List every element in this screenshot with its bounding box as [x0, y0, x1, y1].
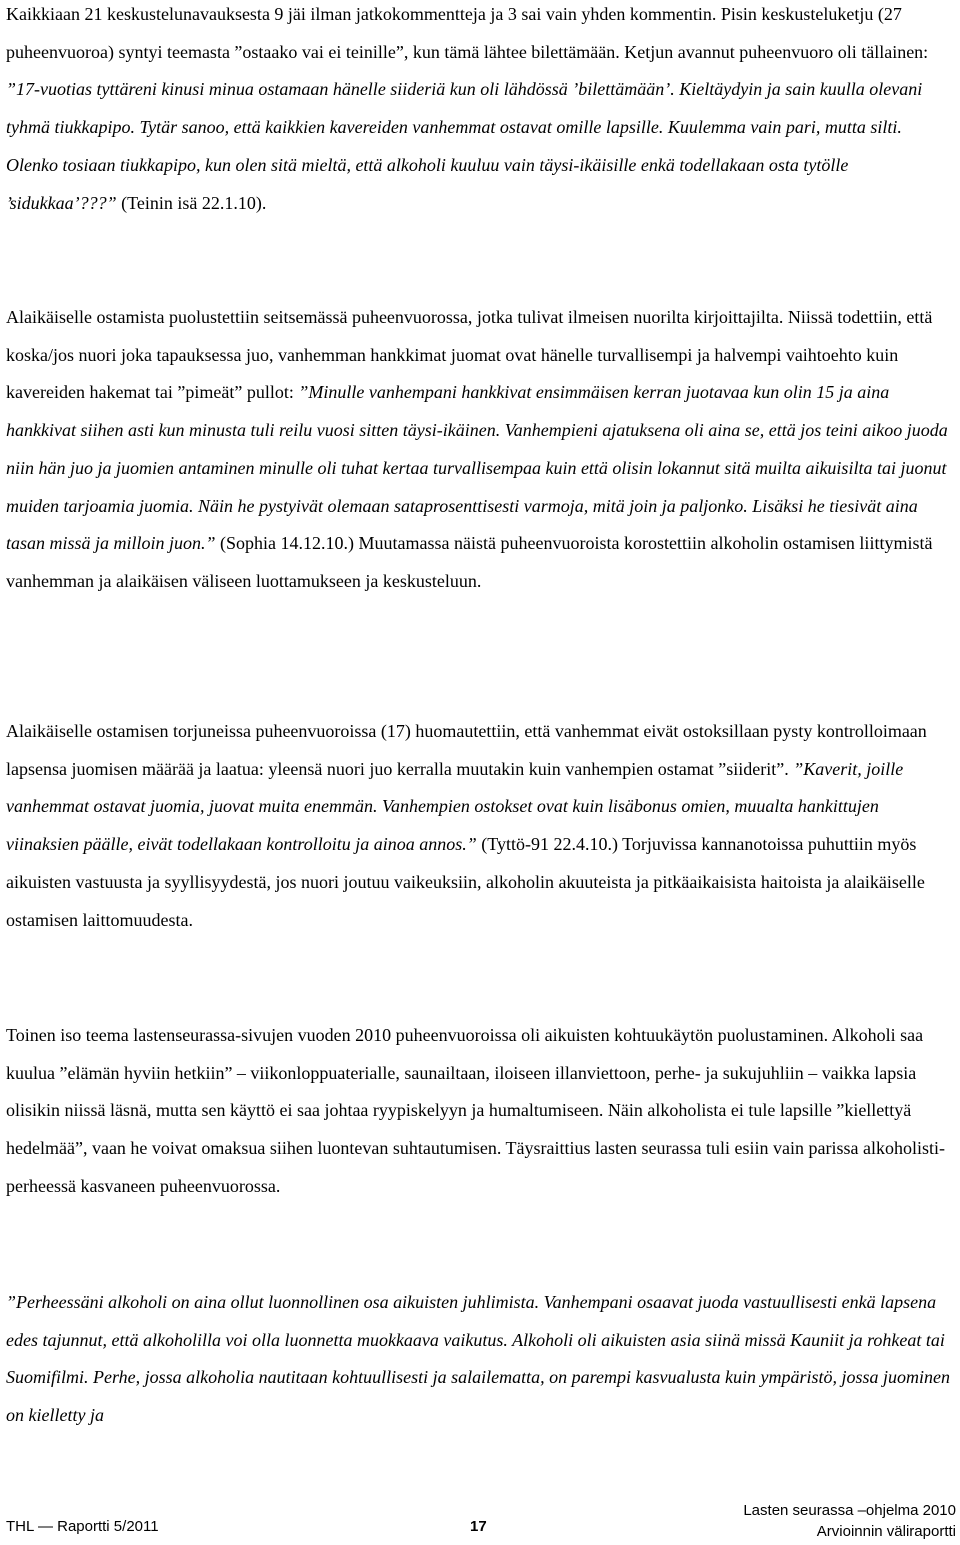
p2-run-2: (Sophia 14.12.10.) Muutamassa näistä puheenvuoroista korostettiin alkoholin ostamisen liittymistä vanhemman ja alaikäisen väliseen luottamukseen ja keskusteluun. — [6, 533, 933, 591]
footer-program-line1: Lasten seurassa –ohjelma 2010 — [743, 1502, 956, 1519]
footer-report-id: THL — Raportti 5/2011 — [6, 1518, 159, 1535]
p3-run-1: ”Kaverit, joille vanhemmat ostavat juomia, juovat muita enemmän. Vanhempien ostokset ovat kuin lisäbonus omien, muualta hankittujen viinaksien päälle, eivät todellakaan kontrolloitu ja ainoa annos.” — [6, 758, 904, 855]
paragraph-5 — [6, 1284, 956, 1435]
footer-program-title — [743, 1500, 956, 1542]
footer-program-line2: Arvioinnin väliraportti — [816, 1523, 956, 1540]
p1-run-2: (Teinin isä 22.1.10). — [116, 192, 267, 213]
paragraph-3 — [6, 713, 956, 939]
page-number: 17 — [470, 1518, 487, 1535]
page-footer — [0, 1500, 960, 1545]
paragraph-1 — [6, 0, 956, 222]
paragraph-2 — [6, 299, 956, 601]
p2-run-1: ”Minulle vanhempani hankkivat ensimmäisen kerran juotavaa kun olin 15 ja aina hankkivat siihen asti kun minusta tuli reilu vuosi sitten täysi-ikäinen. Vanhempieni ajatuksena oli aina se, että jos teini aikoo juoda niin hän juo ja juomien antaminen minulle oli tuhat kertaa turvallisempaa kuin että olisin lokannut sitä muilta aikuisilta tai juonut muiden tarjoamia juomia. Näin he pystyivät olemaan sataprosenttisesti varmoja, mitä join ja paljonko. Lisäksi he tiesivät aina tasan missä ja milloin juon.” — [6, 382, 948, 554]
p1-run-0: Kaikkiaan 21 keskustelunavauksesta 9 jäi ilman jatkokommentteja ja 3 sai vain yhden kommentin. Pisin keskusteluketju (27 puheenvuoroa) syntyi teemasta ”ostaako vai ei teinille”, kun tämä lähtee bilettämään. Ketjun avannut puheenvuoro oli tällainen: — [6, 4, 929, 62]
p5-run-0: ”Perheessäni alkoholi on aina ollut luonnollinen osa aikuisten juhlimista. Vanhempani osaavat juoda vastuullisesti enkä lapsena edes tajunnut, että alkoholilla voi olla luonnetta muokkaava vaikutus. Alkoholi oli aikuisten asia siinä missä Kauniit ja rohkeat tai Suomifilmi. Perhe, jossa alkoholia nautitaan kohtuullisesti ja salailematta, on parempi kasvualusta kuin ympäristö, jossa juominen on kielletty ja — [6, 1292, 950, 1426]
p1-run-1: ”17-vuotias tyttäreni kinusi minua ostamaan hänelle siideriä kun oli lähdössä ’bilettämään’. Kieltäydyin ja sain kuulla olevani tyhmä tiukkapipo. Tytär sanoo, että kaikkien kavereiden vanhemmat ostavat omille lapsille. Kuulemma vain pari, mutta silti. Olenko tosiaan tiukkapipo, kun olen sitä mieltä, että alkoholi kuuluu vain täysi-ikäisille enkä todellakaan osta tytölle ’sidukkaa’???” — [6, 79, 923, 213]
paragraph-4 — [6, 1017, 956, 1206]
p3-run-0: Alaikäiselle ostamisen torjuneissa puheenvuoroissa (17) huomautettiin, että vanhemmat eivät ostoksillaan pysty kontrolloimaan lapsensa juomisen määrää ja laatua: yleensä nuori juo kerralla muutakin kuin vanhempien ostamat ”siiderit”. — [6, 721, 927, 779]
p2-run-0: Alaikäiselle ostamista puolustettiin seitsemässä puheenvuorossa, jotka tulivat ilmeisen nuorilta kirjoittajilta. Niissä todettiin, että koska/jos nuori joka tapauksessa juo, vanhemman hankkimat juomat ovat hänelle turvallisempi ja halvempi vaihtoehto kuin kavereiden hakemat tai ”pimeät” pullot: — [6, 307, 933, 403]
p3-run-2: (Tyttö-91 22.4.10.) Torjuvissa kannanotoissa puhuttiin myös aikuisten vastuusta ja syyllisyydestä, jos nuori joutuu vaikeuksiin, alkoholin akuuteista ja pitkäaikaisista haitoista ja alaikäiselle ostamisen laittomuudesta. — [6, 834, 925, 930]
p4-run-0: Toinen iso teema lastenseurassa-sivujen vuoden 2010 puheenvuoroissa oli aikuisten kohtuukäytön puolustaminen. Alkoholi saa kuulua ”elämän hyviin hetkiin” – viikonloppuaterialle, saunailtaan, iloiseen illanviettoon, perhe- ja sukujuhliin – vaikka lapsia olisikin niissä läsnä, mutta sen käyttö ei saa johtaa ryypiskelyyn ja humaltumiseen. Näin alkoholista ei tule lapsille ”kiellettyä hedelmää”, vaan he voivat omaksua siihen luontevan suhtautumisen. Täysraittius lasten seurassa tuli esiin vain parissa alkoholisti-perheessä kasvaneen puheenvuorossa. — [6, 1025, 945, 1196]
